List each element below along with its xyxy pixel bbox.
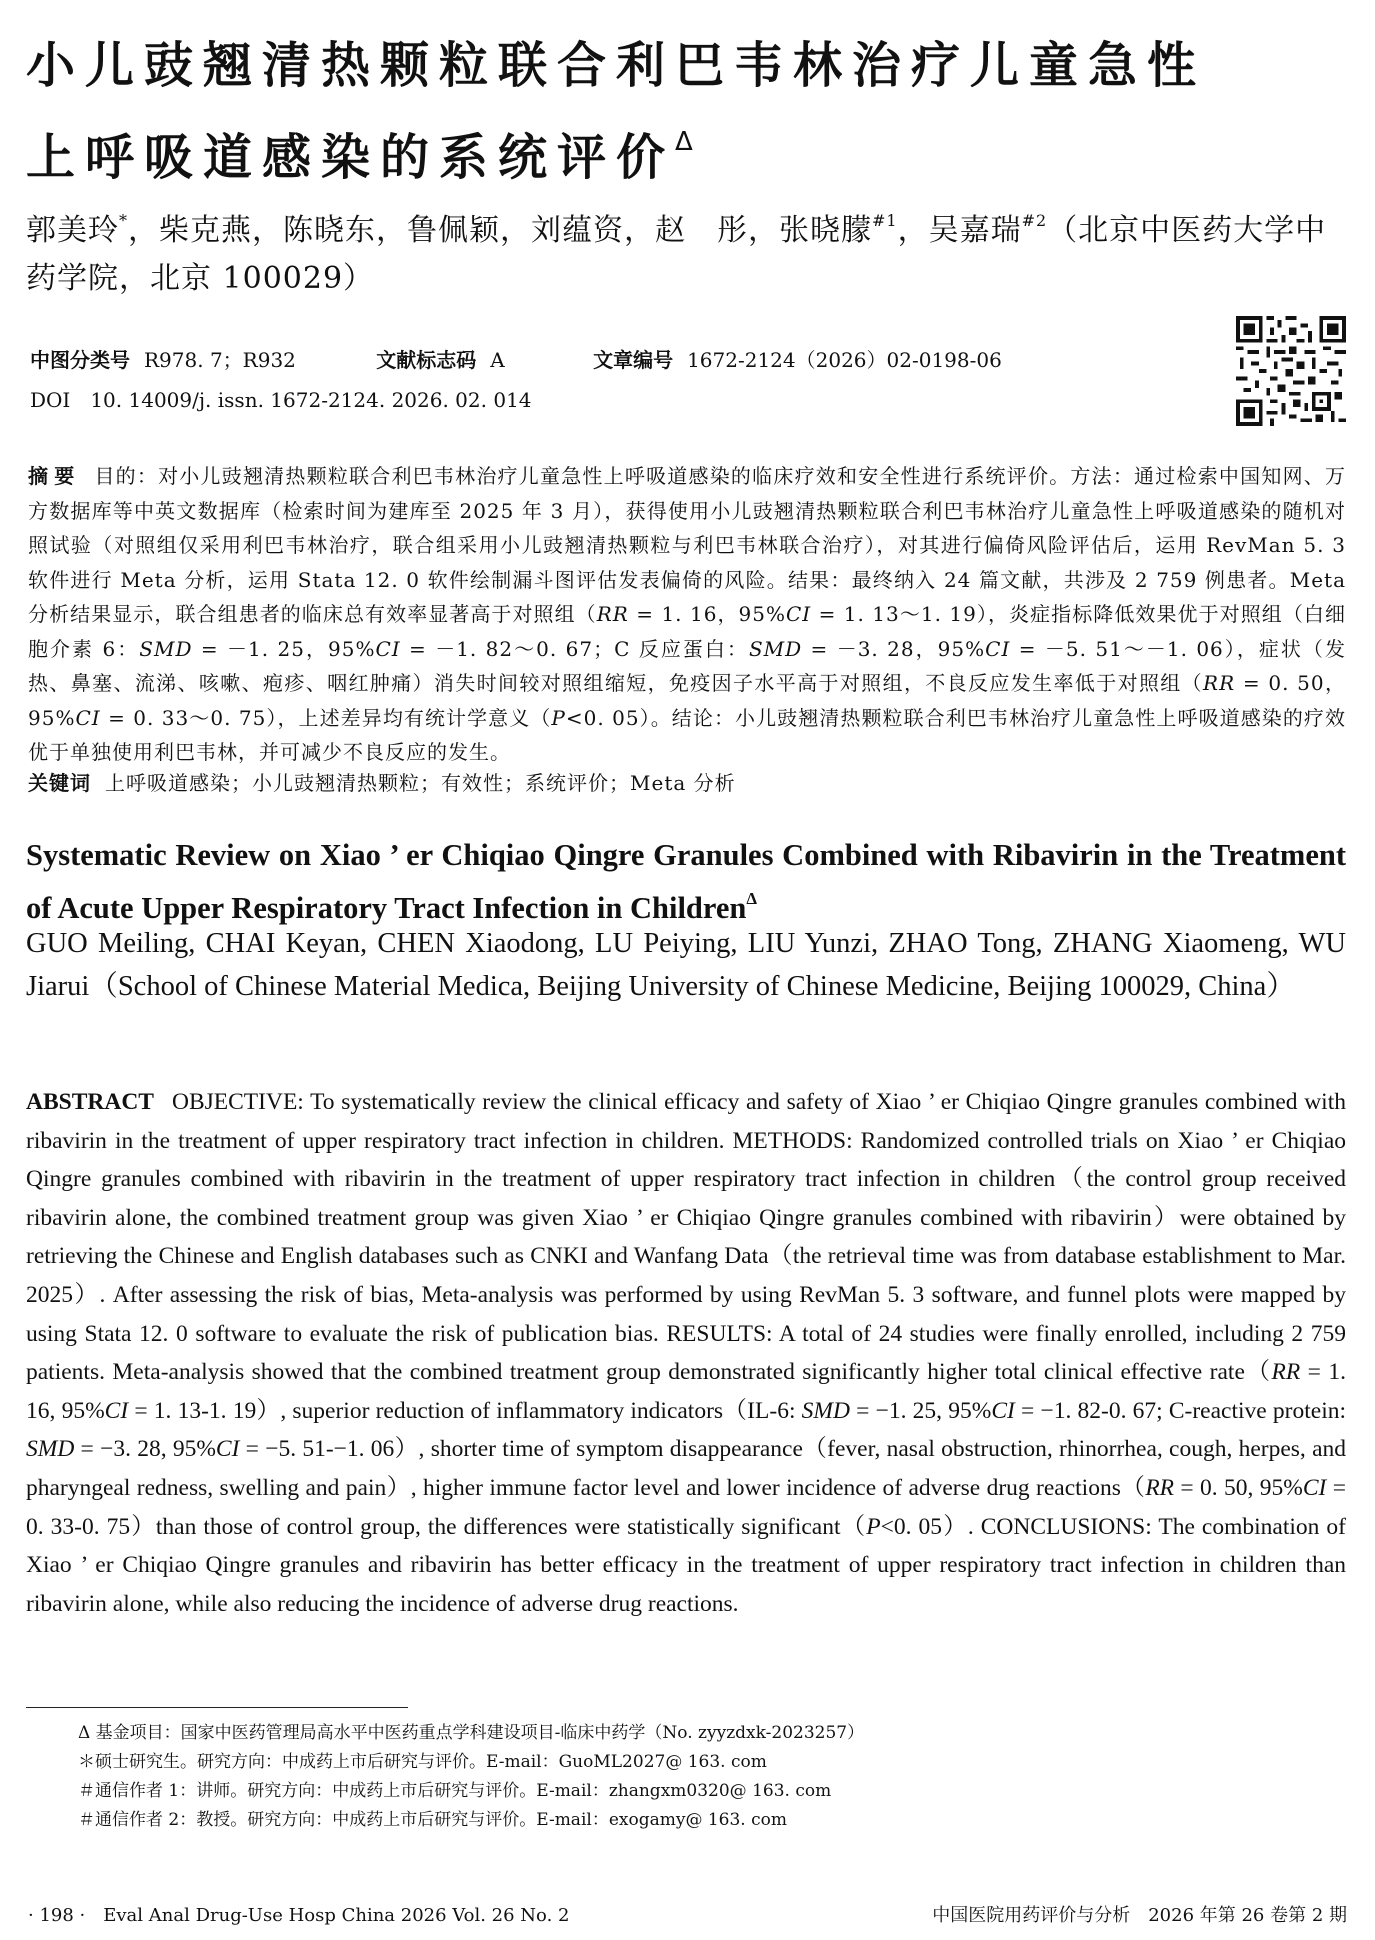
abstract-english-label: ABSTRACT (26, 1089, 154, 1115)
keywords-text: 上呼吸道感染；小儿豉翘清热颗粒；有效性；系统评价；Meta 分析 (105, 771, 736, 795)
footnote-corresponding-2: ＃通信作者 2：教授。研究方向：中成药上市后研究与评价。E-mail：exogamy@ 163. com (78, 1810, 787, 1830)
keywords-label: 关键词 (28, 771, 91, 795)
article-number-value: 1672-2124（2026）02-0198-06 (687, 348, 1002, 372)
page-footer-left: · 198 · Eval Anal Drug-Use Hosp China 2026 Vol. 26 No. 2 (28, 1905, 570, 1926)
title-english: Systematic Review on Xiao ’ er Chiqiao Qingre Granules Combined with Ribavirin in the Treatment of Acute Upper Respiratory Tract Infection in Children$^\Delta$ (26, 838, 1346, 925)
clc-label: 中图分类号 (30, 348, 130, 372)
classification-line (30, 346, 1002, 374)
affiliation-chinese: （北京中医药大学中药学院，北京 100029） (26, 213, 1327, 296)
article-number-label: 文章编号 (593, 348, 674, 372)
title-chinese-line1: 小儿豉翘清热颗粒联合利巴韦林治疗儿童急性 (26, 37, 1207, 94)
qr-code-icon (1236, 316, 1346, 426)
footnote-first-author: ＊硕士研究生。研究方向：中成药上市后研究与评价。E-mail：GuoML2027@ 163. com (78, 1752, 767, 1772)
footnote-funding: Δ 基金项目：国家中医药管理局高水平中医药重点学科建设项目-临床中药学（No. zyyzdxk-2023257） (78, 1723, 865, 1743)
clc-value: R978. 7；R932 (144, 348, 296, 372)
title-chinese (26, 28, 1346, 196)
authors-english: GUO Meiling, CHAI Keyan, CHEN Xiaodong, LU Peiying, LIU Yunzi, ZHAO Tong, ZHANG Xiaomeng, WU Jiarui（School of Chinese Material Medica, Beijing University of Chinese Medicine, Beijing 100029, China） (26, 928, 1346, 1002)
title-chinese-line2: 上呼吸道感染的系统评价$^\Delta$ (26, 127, 693, 186)
funding-mark: Δ (675, 127, 693, 157)
doc-code-value: A (490, 348, 505, 372)
abstract-chinese: 摘要 目的：对小儿豉翘清热颗粒联合利巴韦林治疗儿童急性上呼吸道感染的临床疗效和安全性进行系统评价。方法：通过检索中国知网、万方数据库等中英文数据库（检索时间为建库至 2025 年 3 月），获得使用小儿豉翘清热颗粒联合利巴韦林治疗儿童急性上呼吸道感染的随机对照试验（对照组仅采用利巴韦林治疗，联合组采用小儿豉翘清热颗粒与利巴韦林联合治疗），对其进行偏倚风险评估后，运用 RevMan 5. 3 软件进行 Meta 分析，运用 Stata 12. 0 软件绘制漏斗图评估发表偏倚的风险。结果：最终纳入 24 篇文献，共涉及 2 759 例患者。Meta 分析结果显示，联合组患者的临床总有效率显著高于对照组（RR = 1. 16，95%CI = 1. 13～1. 19），炎症指标降低效果优于对照组（白细胞介素 6：SMD = －1. 25，95%CI = －1. 82～0. 67；C 反应蛋白：SMD = －3. 28，95%CI = －5. 51～－1. 06），症状（发热、鼻塞、流涕、咳嗽、疱疹、咽红肿痛）消失时间较对照组缩短，免疫因子水平高于对照组，不良反应发生率低于对照组（RR = 0. 50，95%CI = 0. 33～0. 75），上述差异均有统计学意义（P<0. 05）。结论：小儿豉翘清热颗粒联合利巴韦林治疗儿童急性上呼吸道感染的疗效优于单独使用利巴韦林，并可减少不良反应的发生。 (28, 464, 1347, 764)
footnotes (78, 1719, 1338, 1835)
abstract-label: 摘要 (28, 464, 81, 488)
keywords-chinese (28, 767, 1346, 799)
footnote-divider (26, 1707, 408, 1708)
page-footer-right: 中国医院用药评价与分析 2026 年第 26 卷第 2 期 (932, 1905, 1347, 1926)
doc-code-label: 文献标志码 (376, 348, 477, 372)
abstract-english: ABSTRACT OBJECTIVE: To systematically review the clinical efficacy and safety of Xiao ’ er Chiqiao Qingre granules combined with ribavirin in the treatment of upper respiratory tract infection in children. METHODS: Randomized controlled trials on Xiao ’ er Chiqiao Qingre granules combined with ribavirin in the treatment of upper respiratory tract infection in children（the control group received ribavirin alone, the combined treatment group was given Xiao ’ er Chiqiao Qingre granules combined with ribavirin）were obtained by retrieving the Chinese and English databases such as CNKI and Wanfang Data（the retrieval time was from database establishment to Mar. 2025）. After assessing the risk of bias, Meta-analysis was performed by using RevMan 5. 3 software, and funnel plots were mapped by using Stata 12. 0 software to evaluate the risk of publication bias. RESULTS: A total of 24 studies were finally enrolled, including 2 759 patients. Meta-analysis showed that the combined treatment group demonstrated significantly higher total clinical effective rate（RR = 1. 16, 95%CI = 1. 13-1. 19）, superior reduction of inflammatory indicators（IL-6: SMD = −1. 25, 95%CI = −1. 82-0. 67; C-reactive protein: SMD = −3. 28, 95%CI = −5. 51-−1. 06）, shorter time of symptom disappearance（fever, nasal obstruction, rhinorrhea, cough, herpes, and pharyngeal redness, swelling and pain）, higher immune factor level and lower incidence of adverse drug reactions（RR = 0. 50, 95%CI = 0. 33-0. 75）than those of control group, the differences were statistically significant（P<0. 05）. CONCLUSIONS: The combination of Xiao ’ er Chiqiao Qingre granules and ribavirin has better efficacy in the treatment of upper respiratory tract infection in children than ribavirin alone, while also reducing the incidence of adverse drug reactions. (26, 1089, 1346, 1617)
authors-chinese: 郭美玲*，柴克燕，陈晓东，鲁佩颖，刘蕴资，赵 彤，张晓朦$^{\#1}$，吴嘉瑞$^{\#2}$（北京中医药大学中药学院，北京 100029） (26, 211, 1327, 296)
doi-line: DOI 10. 14009/j. issn. 1672-2124. 2026. 02. 014 (30, 388, 532, 412)
footnote-corresponding-1: ＃通信作者 1：讲师。研究方向：中成药上市后研究与评价。E-mail：zhangxm0320@ 163. com (78, 1781, 832, 1801)
